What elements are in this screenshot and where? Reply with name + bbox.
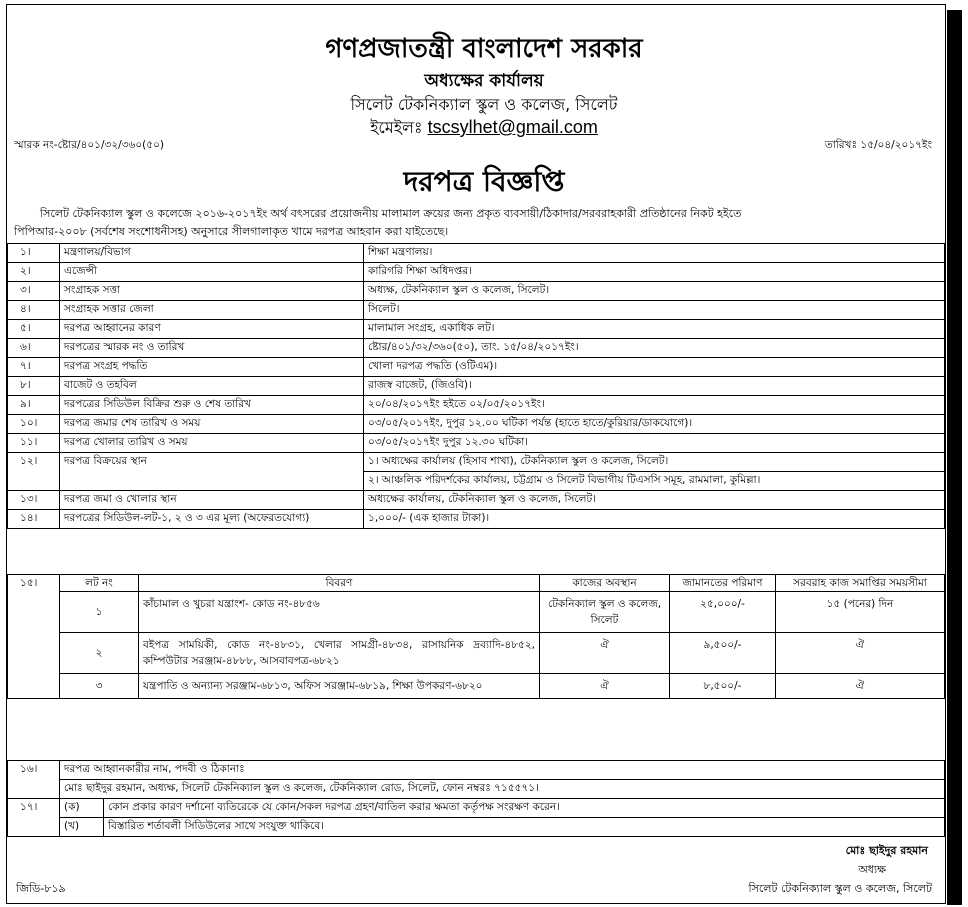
table-row <box>8 434 945 453</box>
lot-row <box>8 592 945 633</box>
row-label: দরপত্র জমা ও খোলার স্থান <box>60 491 364 510</box>
row-value: শিক্ষা মন্ত্রণালয়। <box>364 244 945 263</box>
office-name: অধ্যক্ষের কার্যালয় <box>424 71 544 91</box>
security-header: জামানতের পরিমাণ <box>670 575 776 592</box>
lot-security: ৮,৫০০/- <box>670 674 776 699</box>
table-row <box>8 491 945 510</box>
issuer-label: দরপত্র আহ্বানকারীর নাম, পদবী ও ঠিকানাঃ <box>60 761 945 780</box>
email-link[interactable]: tscsylhet@gmail.com <box>427 117 598 137</box>
intro-line-2: পিপিআর-২০০৮ (সর্বশেষ সংশোধনীসহ) অনুসারে সীলগালাকৃত খামে দরপত্র আহবান করা যাইতেছে। <box>14 225 449 238</box>
lot-description: বইপত্র সাময়িকী, কোড নং-৪৮৩১, খেলার সামগ্রী-৪৮৩৪, রাসায়নিক দ্রব্যাদি-৪৮৫২, কম্পিউটার সরঞ্জাম-৪৮৮৮, আসবাবপত্র-৬৮২১ <box>139 633 540 674</box>
row-value: ১,০০০/- (এক হাজার টাকা)। <box>364 510 945 529</box>
table-row <box>8 415 945 434</box>
table-row <box>8 780 945 799</box>
government-title: গণপ্রজাতন্ত্রী বাংলাদেশ সরকার <box>325 34 643 64</box>
row-number: ৪। <box>8 301 60 320</box>
row-label: দরপত্রের সিডিউল বিক্রির শুরু ও শেষ তারিখ <box>60 396 364 415</box>
row-value: রাজস্ব বাজেট, (জিওবি)। <box>364 377 945 396</box>
memo-number: স্মারক নং-ষ্টোর/৪০১/৩২/৩৬০(৫০) <box>14 139 165 151</box>
lot-table <box>7 574 945 699</box>
row-label: দরপত্রের স্মারক নং ও তারিখ <box>60 339 364 358</box>
row-number: ৬। <box>8 339 60 358</box>
table-row <box>8 320 945 339</box>
row-value: ০৩/০৫/২০১৭ইং, দুপুর ১২.০০ ঘটিকা পর্যন্ত (হাতে হাতে/কুরিয়ার/ডাকযোগে)। <box>364 415 945 434</box>
row-value: ষ্টোর/৪০১/৩২/৩৬০(৫০), তাং. ১৫/০৪/২০১৭ইং। <box>364 339 945 358</box>
lot-security: ৯,৫০০/- <box>670 633 776 674</box>
row-number: ১২। <box>8 453 60 491</box>
row-value: ০৩/০৫/২০১৭ইং দুপুর ১২.৩০ ঘটিকা। <box>364 434 945 453</box>
table-row <box>8 263 945 282</box>
table-row <box>8 396 945 415</box>
lot-security: ২৫,০০০/- <box>670 592 776 633</box>
row-label: সংগ্রাহক সত্তা <box>60 282 364 301</box>
table-row <box>8 358 945 377</box>
row-number: ১৩। <box>8 491 60 510</box>
row-number: ১। <box>8 244 60 263</box>
lot-description: কাঁচামাল ও খুচরা যন্ত্রাংশ- কোড নং-৪৮৫৬ <box>139 592 540 633</box>
row-value: মালামাল সংগ্রহ, একাধিক লট। <box>364 320 945 339</box>
lot-location: ঐ <box>540 633 670 674</box>
row-number: ১৪। <box>8 510 60 529</box>
signatory-institution: সিলেট টেকনিক্যাল স্কুল ও কলেজ, সিলেট <box>748 882 932 895</box>
institution-name: সিলেট টেকনিক্যাল স্কুল ও কলেজ, সিলেট <box>350 95 618 114</box>
row-number: ২। <box>8 263 60 282</box>
sale-place-1: ১। অধ্যক্ষের কার্যালয় (হিসাব শাখা), টেকনিক্যাল স্কুল ও কলেজ, সিলেট। <box>364 453 945 472</box>
intro-line-1: সিলেট টেকনিক্যাল স্কুল ও কলেজে ২০১৬-২০১৭ইং অর্থ বৎসরের প্রয়োজনীয় মালামাল ক্রয়ের জন্য প্রকৃত ব্যবসায়ী/ঠিকাদার/সরবরাহকারী প্রতিষ্ঠানের নিকট হইতে <box>40 207 742 220</box>
tender-info-table <box>7 243 945 529</box>
row-value: সিলেট। <box>364 301 945 320</box>
row-label: বাজেট ও তহবিল <box>60 377 364 396</box>
lot-location: ঐ <box>540 674 670 699</box>
row-label: দরপত্র আহ্বানের কারণ <box>60 320 364 339</box>
signatory-designation: অধ্যক্ষ <box>858 863 886 876</box>
row-number: ১৬। <box>8 761 60 799</box>
lot-location: টেকনিক্যাল স্কুল ও কলেজ, সিলেট <box>540 592 670 633</box>
row-label: সংগ্রাহক সত্তার জেলা <box>60 301 364 320</box>
row-value: ২০/০৪/২০১৭ইং হইতে ০২/০৫/২০১৭ইং। <box>364 396 945 415</box>
table-row <box>8 282 945 301</box>
memo-date: তারিখঃ ১৫/০৪/২০১৭ইং <box>824 139 932 151</box>
row-value: খোলা দরপত্র পদ্ধতি (ওটিএম)। <box>364 358 945 377</box>
table-row <box>8 453 945 472</box>
lot-no-header: লট নং <box>60 575 139 592</box>
gd-number: জিডি-৮১৯ <box>16 882 66 895</box>
info-table-body <box>8 244 945 453</box>
row-value: কারিগরি শিক্ষা অধিদপ্তর। <box>364 263 945 282</box>
lot-deadline: ১৫ (পনের) দিন <box>776 592 945 633</box>
issuer-detail: মোঃ ছাইদুর রহমান, অধ্যক্ষ, সিলেট টেকনিক্যাল স্কুল ও কলেজ, টেকনিক্যাল রোড, সিলেট, ফোন নম্বরঃ ৭১৫৫৭১। <box>60 780 945 799</box>
row-number: ১৭। <box>8 799 60 837</box>
row-number: ৯। <box>8 396 60 415</box>
lot-deadline: ঐ <box>776 633 945 674</box>
description-header: বিবরণ <box>139 575 540 592</box>
row-value: অধ্যক্ষের কার্যালয়, টেকনিক্যাল স্কুল ও কলেজ, সিলেট। <box>364 491 945 510</box>
row-number: ৩। <box>8 282 60 301</box>
lot-description: যন্ত্রপাতি ও অন্যান্য সরঞ্জাম-৬৮১৩, অফিস সরঞ্জাম-৬৮১৯, শিক্ষা উপকরণ-৬৮২০ <box>139 674 540 699</box>
tail-table <box>7 760 945 837</box>
table-row <box>8 339 945 358</box>
row-label: দরপত্র সংগ্রহ পদ্ধতি <box>60 358 364 377</box>
table-row <box>8 377 945 396</box>
lot-row <box>8 674 945 699</box>
table-row <box>8 799 945 818</box>
row-label: এজেন্সী <box>60 263 364 282</box>
row-number: ৫। <box>8 320 60 339</box>
row-number: ১৫। <box>8 575 60 699</box>
clause-a-text: কোন প্রকার কারণ দর্শানো ব্যতিরেকে যে কোন/সকল দরপত্র গ্রহণ/বাতিল করার ক্ষমতা কর্তৃপক্ষ সংরক্ষণ করেন। <box>104 799 945 818</box>
row-number: ৭। <box>8 358 60 377</box>
clause-a-label: (ক) <box>60 799 104 818</box>
lot-number: ২ <box>60 633 139 674</box>
table-row <box>8 301 945 320</box>
row-number: ৮। <box>8 377 60 396</box>
row-value: অধ্যক্ষ, টেকনিক্যাল স্কুল ও কলেজ, সিলেট। <box>364 282 945 301</box>
table-row <box>8 761 945 780</box>
row-label: মন্ত্রণালয়/বিভাগ <box>60 244 364 263</box>
clause-b-label: (খ) <box>60 818 104 837</box>
sale-place-2: ২। আঞ্চলিক পরিদর্শকের কার্যালয়, চট্টগ্রাম ও সিলেট বিভাগীয় টিএসসি সমূহ, রামমালা, কুমিল্লা। <box>364 472 945 491</box>
row-label: দরপত্র জমার শেষ তারিখ ও সময় <box>60 415 364 434</box>
notice-title: দরপত্র বিজ্ঞপ্তি <box>403 165 565 198</box>
row-number: ১১। <box>8 434 60 453</box>
deadline-header: সরবরাহ কাজ সমাপ্তির সময়সীমা <box>776 575 945 592</box>
location-header: কাজের অবস্থান <box>540 575 670 592</box>
lot-number: ১ <box>60 592 139 633</box>
table-row <box>8 244 945 263</box>
row-number: ১০। <box>8 415 60 434</box>
lot-header-row <box>8 575 945 592</box>
row-label: দরপত্রের সিডিউল-লট-১, ২ ও ৩ এর মূল্য (অফেরতযোগ্য) <box>60 510 364 529</box>
table-row <box>8 510 945 529</box>
email-label: ইমেইলঃ <box>370 118 423 137</box>
page-edge-shadow <box>947 10 962 905</box>
clause-b-text: বিস্তারিত শর্তাবলী সিডিউলের সাথে সংযুক্ত থাকিবে। <box>104 818 945 837</box>
lot-number: ৩ <box>60 674 139 699</box>
table-row <box>8 818 945 837</box>
row-label: দরপত্র বিক্রয়ের স্থান <box>60 453 364 491</box>
lot-row <box>8 633 945 674</box>
lot-deadline: ঐ <box>776 674 945 699</box>
row-label: দরপত্র খোলার তারিখ ও সময় <box>60 434 364 453</box>
signatory-name: মোঃ ছাইদুর রহমান <box>845 844 928 857</box>
